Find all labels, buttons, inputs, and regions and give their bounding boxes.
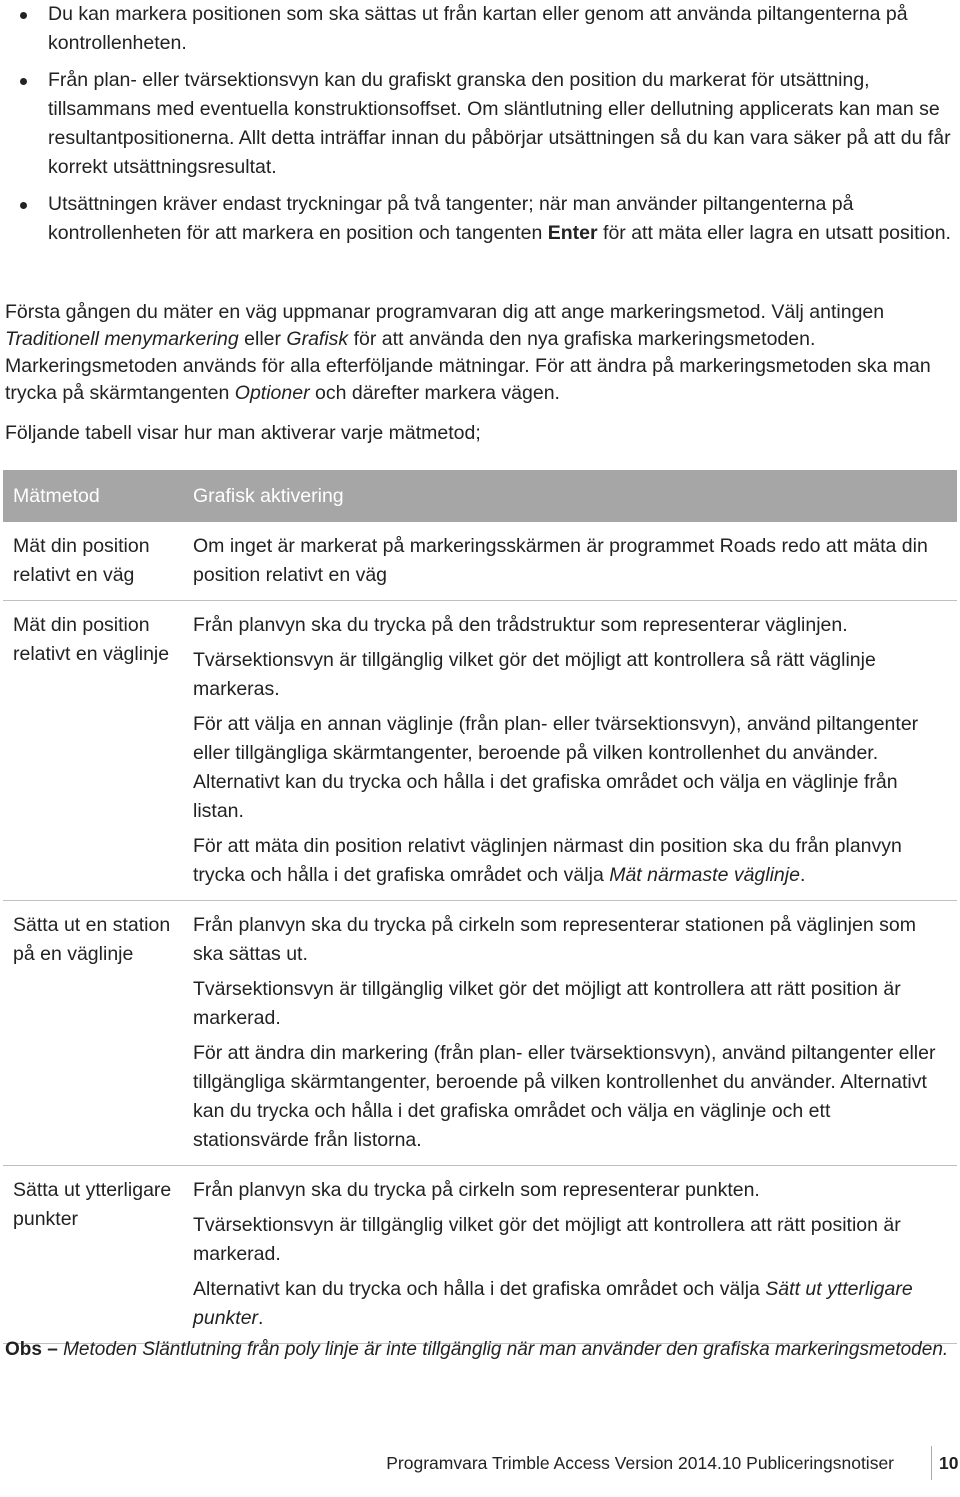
method-cell: Mät din position relativt en väg <box>3 522 183 601</box>
note-label: Obs – <box>5 1339 58 1360</box>
bullet-list <box>0 0 955 256</box>
table-row <box>3 522 957 601</box>
table-intro: Följande tabell visar hur man aktiverar varje mätmetod; <box>5 422 481 444</box>
enter-key-label: Enter <box>547 222 598 244</box>
method-cell: Sätta ut ytterligare punkter <box>3 1166 183 1344</box>
bullet-dot <box>20 12 27 19</box>
activation-cell: Från planvyn ska du trycka på den trådstruktur som representerar väglinjen. Tvärsektionsvyn är tillgänglig vilket gör det möjligt att kontrollera så rätt väglinje markeras. För att välja en annan väglinje (från plan- eller tvärsektionsvyn), använd piltangenter eller tillgängliga skärmtangenter, beroende på vilken kontrollenhet du använder. Alternativt kan du trycka och hålla i det grafiska området och välja en väglinje från listan. För att mäta din position relativt väglinjen närmast din position ska du från planvyn trycka och hålla i det grafiska området och välja Mät närmaste väglinje. <box>183 601 957 901</box>
method-cell: Sätta ut en station på en väglinje <box>3 901 183 1166</box>
header-method: Mätmetod <box>3 470 183 522</box>
method-table <box>3 470 957 1344</box>
bullet-dot <box>20 78 27 85</box>
table-row <box>3 1166 957 1344</box>
footer-divider <box>931 1446 932 1480</box>
table-row <box>3 601 957 901</box>
table-header-row <box>3 470 957 522</box>
method-cell: Mät din position relativt en väglinje <box>3 601 183 901</box>
bullet-dot <box>20 202 27 209</box>
bullet-item: Utsättningen kräver endast tryckningar på två tangenter; när man använder piltangenterna på kontrollenheten för att markera en position och tangenten Enter för att mäta eller lagra en utsatt position. <box>0 190 955 248</box>
footer-title: Programvara Trimble Access Version 2014.10 Publiceringsnotiser <box>386 1453 894 1473</box>
page-footer <box>0 1446 960 1480</box>
page-number: 10 <box>939 1453 959 1473</box>
header-activation: Grafisk aktivering <box>183 470 957 522</box>
activation-cell: Om inget är markerat på markeringsskärmen är programmet Roads redo att mäta din position relativt en väg <box>183 522 957 601</box>
activation-cell: Från planvyn ska du trycka på cirkeln som representerar stationen på väglinjen som ska sättas ut. Tvärsektionsvyn är tillgänglig vilket gör det möjligt att kontrollera att rätt position är markerad. För att ändra din markering (från plan- eller tvärsektionsvyn), använd piltangenter eller tillgängliga skärmtangenter, beroende på vilken kontrollenhet du använder. Alternativt kan du trycka och hålla i det grafiska området och välja en väglinje och ett stationsvärde från listorna. <box>183 901 957 1166</box>
intro-paragraph: Första gången du mäter en väg uppmanar programvaran dig att ange markeringsmetod. Välj antingen Traditionell menymarkering eller Grafisk för att använda den nya grafiska markeringsmetoden. Markeringsmetoden används för alla efterföljande mätningar. För att ändra på markeringsmetoden ska man trycka på skärmtangenten Optioner och därefter markera vägen. <box>5 301 931 404</box>
table-row <box>3 901 957 1166</box>
bullet-item: Du kan markera positionen som ska sättas ut från kartan eller genom att använda piltangenterna på kontrollenheten. <box>0 0 955 58</box>
note-paragraph: Obs – Metoden Släntlutning från poly linje är inte tillgänglig när man använder den grafiska markeringsmetoden. <box>5 1339 949 1360</box>
activation-cell: Från planvyn ska du trycka på cirkeln som representerar punkten. Tvärsektionsvyn är tillgänglig vilket gör det möjligt att kontrollera att rätt position är markerad. Alternativt kan du trycka och hålla i det grafiska området och välja Sätt ut ytterligare punkter. <box>183 1166 957 1344</box>
bullet-item: Från plan- eller tvärsektionsvyn kan du grafiskt granska den position du markerat för utsättning, tillsammans med eventuella konstruktionsoffset. Om släntlutning eller dellutning applicerats kan man se resultantpositionerna. Allt detta inträffar innan du påbörjar utsättningen så du kan vara säker på att du får korrekt utsättningsresultat. <box>0 66 955 182</box>
